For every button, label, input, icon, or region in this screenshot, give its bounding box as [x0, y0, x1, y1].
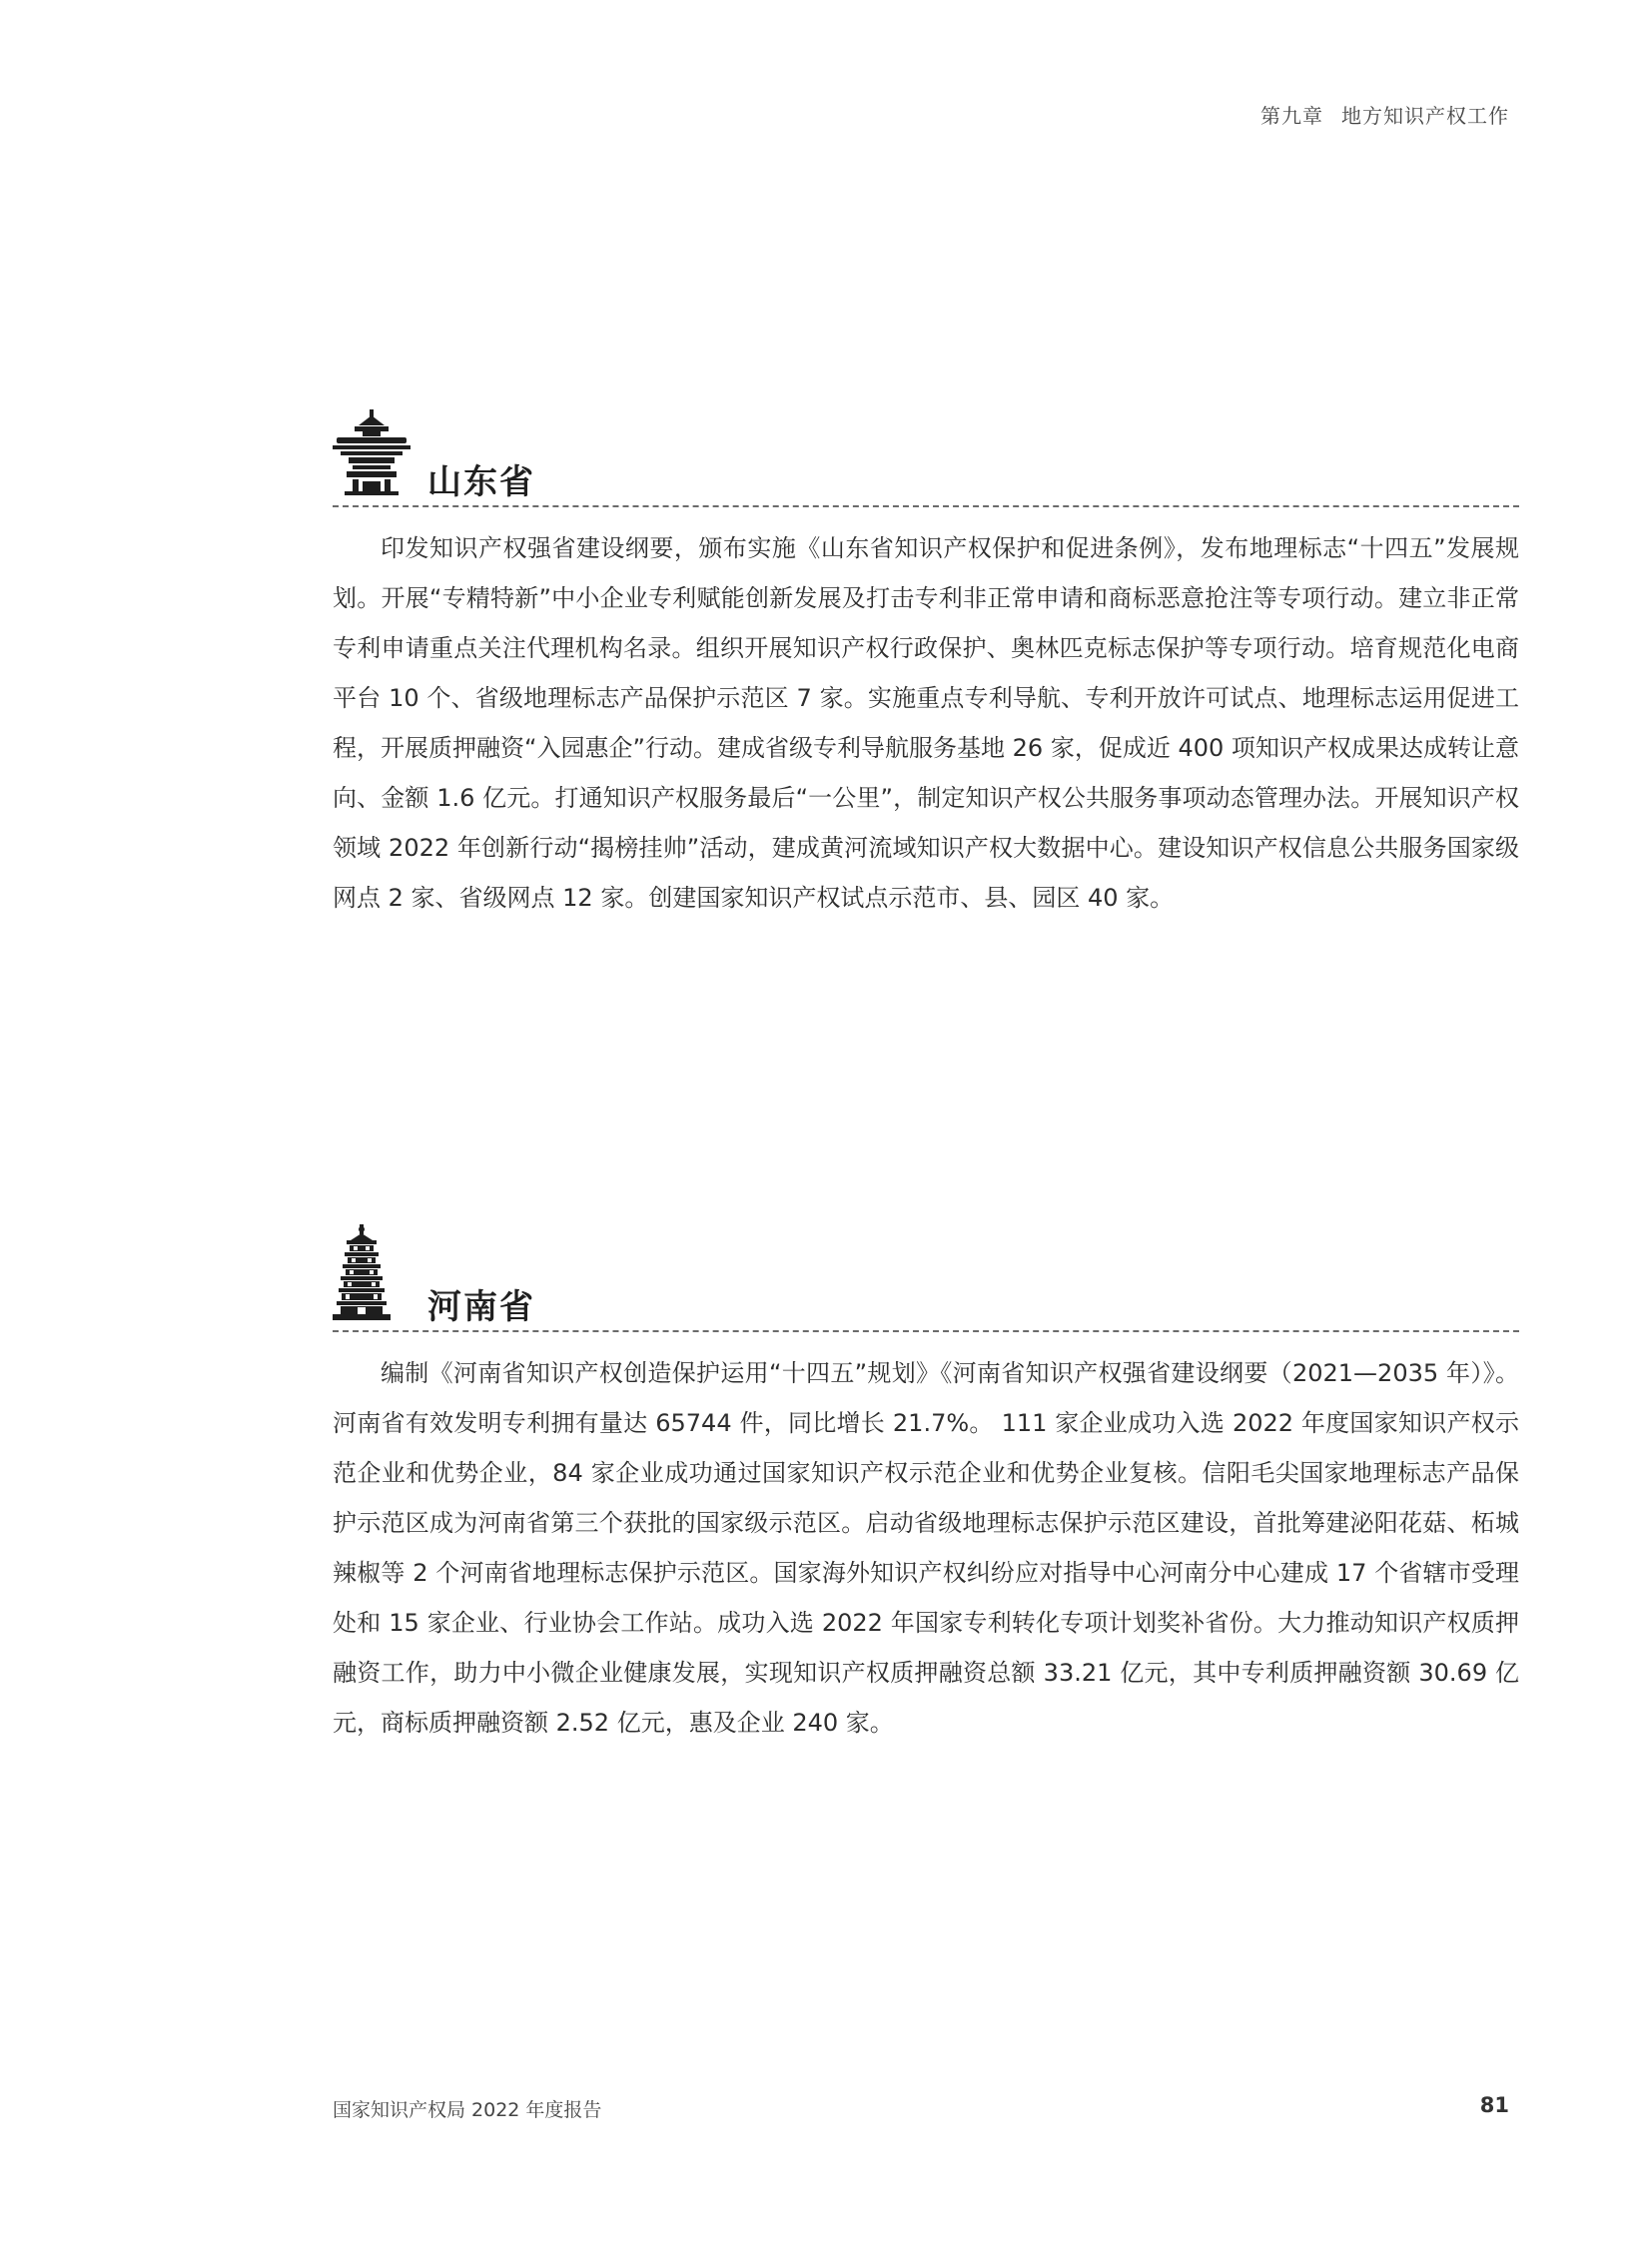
tower-pagoda-icon: [333, 1224, 391, 1324]
chapter-number: 第九章: [1260, 104, 1323, 128]
section-shandong: [333, 411, 1519, 923]
section-body: [333, 523, 1519, 923]
dashed-divider: [333, 505, 1519, 507]
paragraph: 印发知识产权强省建设纲要，颁布实施《山东省知识产权保护和促进条例》，发布地理标志“十四五”发展规划。开展“专精特新”中小企业专利赋能创新发展及打击专利非正常申请和商标恶意抢注等专项行动。建立非正常专利申请重点关注代理机构名录。组织开展知识产权行政保护、奥林匹克标志保护等专项行动。培育规范化电商平台 10 个、省级地理标志产品保护示范区 7 家。实施重点专利导航、专利开放许可试点、地理标志运用促进工程，开展质押融资“入园惠企”行动。建成省级专利导航服务基地 26 家，促成近 400 项知识产权成果达成转让意向、金额 1.6 亿元。打通知识产权服务最后“一公里”，制定知识产权公共服务事项动态管理办法。开展知识产权领域 2022 年创新行动“揭榜挂帅”活动，建成黄河流域知识产权大数据中心。建设知识产权信息公共服务国家级网点 2 家、省级网点 12 家。创建国家知识产权试点示范市、县、园区 40 家。: [333, 534, 1519, 912]
chapter-title: 地方知识产权工作: [1341, 104, 1509, 128]
chapter-header: [1260, 100, 1509, 129]
section-body: [333, 1348, 1519, 1748]
section-title: 河南省: [427, 1287, 535, 1327]
section-header: [333, 411, 1519, 507]
report-name: 国家知识产权局 2022 年度报告: [333, 2099, 602, 2121]
section-henan: [333, 1236, 1519, 1748]
pagoda-pavilion-icon: [333, 409, 411, 499]
page-number: 81: [1479, 2093, 1509, 2117]
section-title: 山东省: [427, 462, 535, 502]
dashed-divider: [333, 1330, 1519, 1332]
section-header: [333, 1236, 1519, 1332]
paragraph: 编制《河南省知识产权创造保护运用“十四五”规划》《河南省知识产权强省建设纲要（2021—2035 年）》。河南省有效发明专利拥有量达 65744 件，同比增长 21.7%。 111 家企业成功入选 2022 年度国家知识产权示范企业和优势企业，84 家企业成功通过国家知识产权示范企业和优势企业复核。信阳毛尖国家地理标志产品保护示范区成为河南省第三个获批的国家级示范区。启动省级地理标志保护示范区建设，首批筹建泌阳花菇、柘城辣椒等 2 个河南省地理标志保护示范区。国家海外知识产权纠纷应对指导中心河南分中心建成 17 个省辖市受理处和 15 家企业、行业协会工作站。成功入选 2022 年国家专利转化专项计划奖补省份。大力推动知识产权质押融资工作，助力中小微企业健康发展，实现知识产权质押融资总额 33.21 亿元，其中专利质押融资额 30.69 亿元，商标质押融资额 2.52 亿元，惠及企业 240 家。: [333, 1359, 1519, 1737]
